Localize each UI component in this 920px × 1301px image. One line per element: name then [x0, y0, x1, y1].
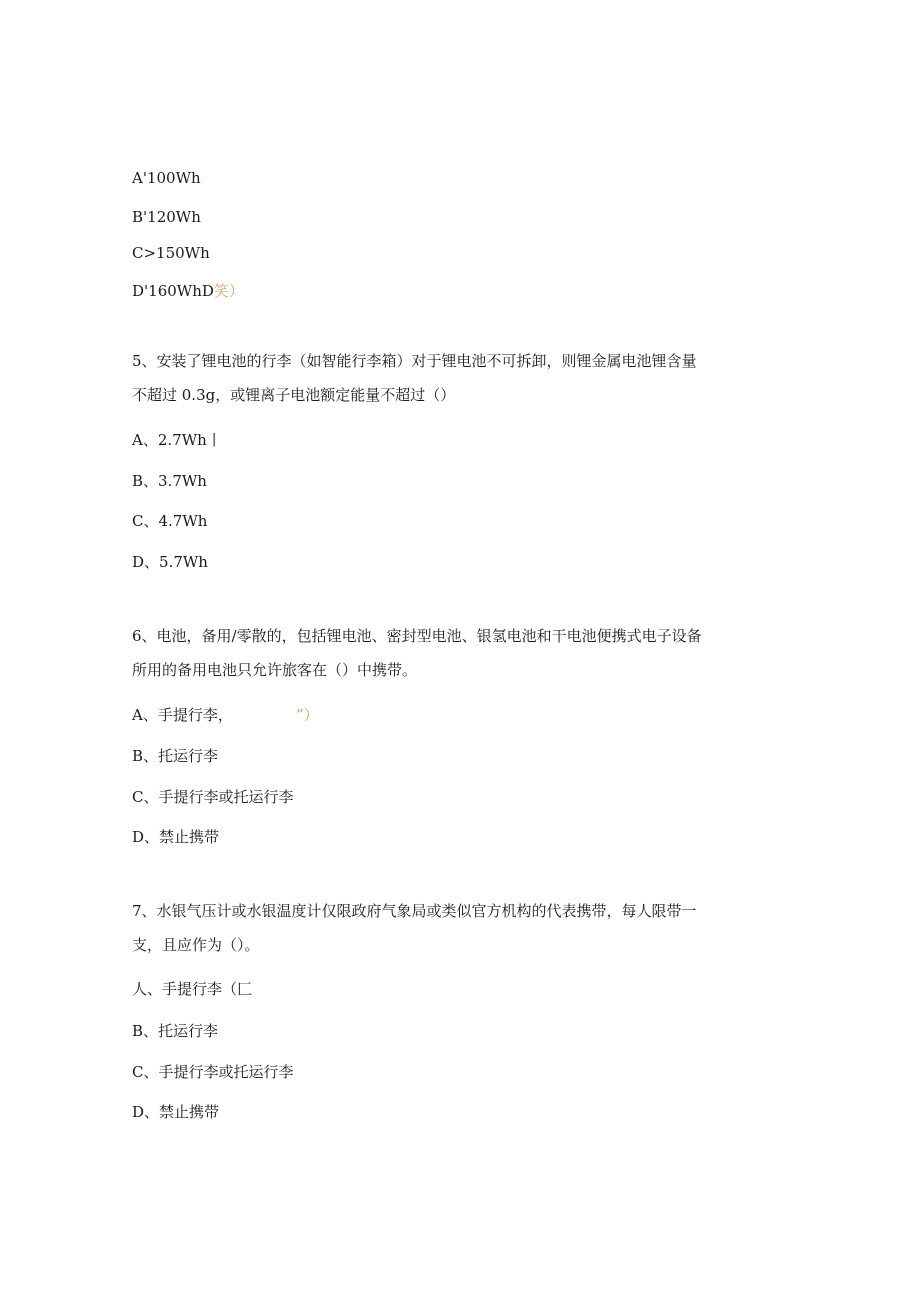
- q4-option-d: [132, 281, 244, 301]
- q7-option-c: C、手提行李或托运行李: [132, 1063, 294, 1081]
- q7-option-d: D、禁止携带: [132, 1103, 220, 1121]
- q7-option-a: 人、手提行李（匚: [132, 980, 253, 998]
- q6-stray-mark: ”）: [296, 706, 319, 724]
- q7-stem-line2: 支，且应作为（）。: [132, 936, 260, 954]
- q6-stem-line1: 6、电池，备用/零散的，包括锂电池、密封型电池、银氢电池和干电池便携式电子设备: [132, 627, 702, 645]
- q4-option-b: B'120Wh: [132, 208, 201, 226]
- q7-option-b: B、托运行李: [132, 1022, 219, 1040]
- q6-option-c: C、手提行李或托运行李: [132, 788, 294, 806]
- q5-option-a: A、2.7Wh丨: [132, 431, 222, 449]
- q4-stray-mark: 笑）: [213, 282, 244, 300]
- q7-stem-line1: 7、水银气压计或水银温度计仅限政府气象局或类似官方机构的代表携带，每人限带一: [132, 902, 697, 920]
- q5-option-d: D、5.7Wh: [132, 553, 208, 571]
- q6-option-b: B、托运行李: [132, 747, 219, 765]
- q4-option-a: A'100Wh: [132, 169, 201, 187]
- q6-option-d: D、禁止携带: [132, 828, 220, 846]
- q4-option-d-text: D'160WhD: [132, 282, 214, 300]
- q5-stem-line2: 不超过 0.3g，或锂离子电池额定能量不超过（）: [132, 386, 456, 404]
- q5-stem-line1: 5、安装了锂电池的行李（如智能行李箱）对于锂电池不可拆卸，则锂金属电池锂含量: [132, 352, 697, 370]
- q5-option-c: C、4.7Wh: [132, 512, 208, 530]
- q6-stem-line2: 所用的备用电池只允许旅客在（）中携带。: [132, 661, 418, 679]
- q5-option-b: B、3.7Wh: [132, 472, 207, 490]
- q4-option-c: C>150Wh: [132, 244, 210, 262]
- q6-option-a: A、手提行李，: [132, 706, 233, 724]
